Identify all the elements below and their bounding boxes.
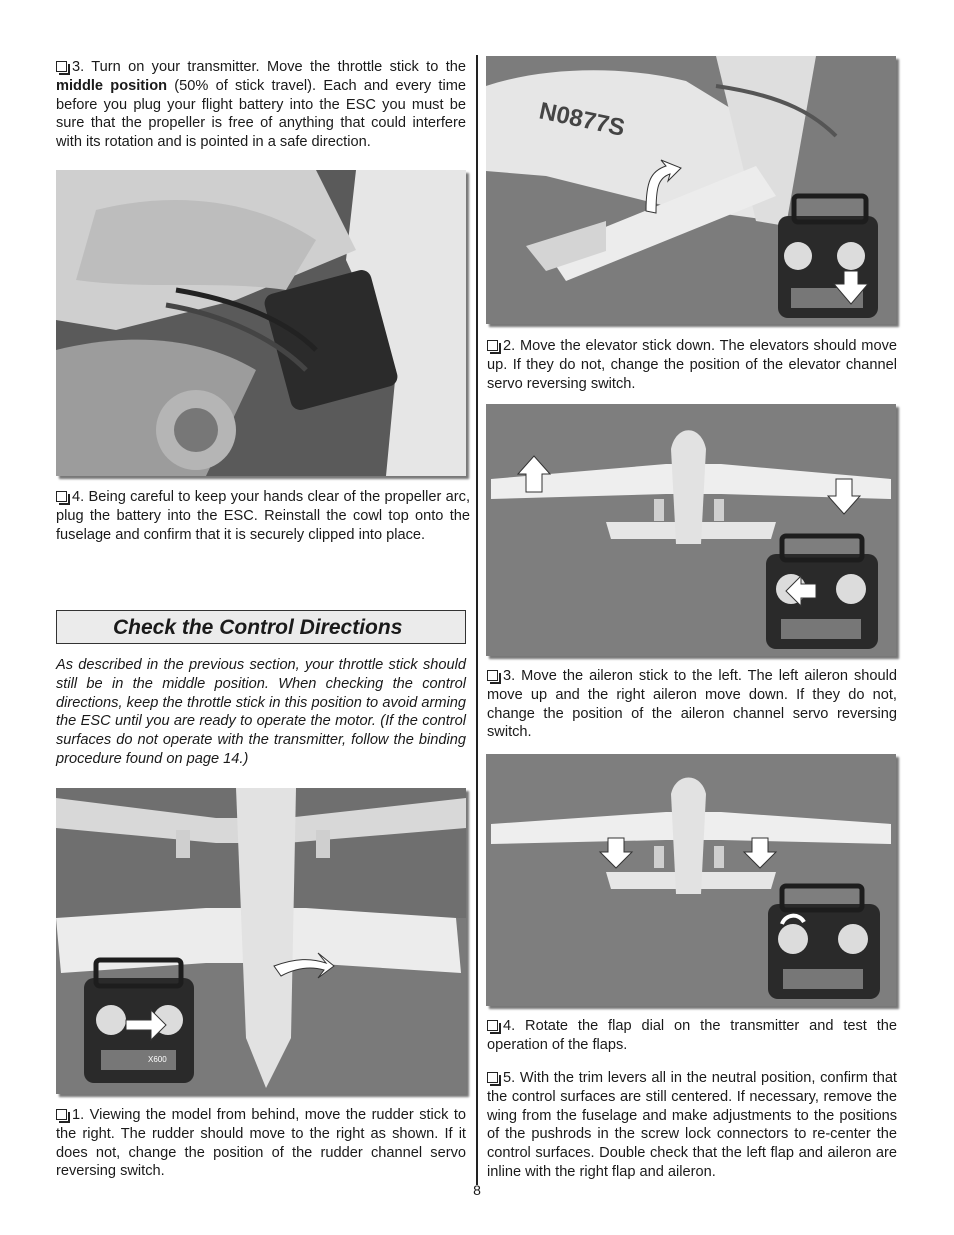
check5-text: 5. With the trim levers all in the neutral position, confirm that the control surfaces are still centered. If necessary, remove the wing from the fuselage and make adjustments to the positions of the pushrods in the screw lock connectors to re-center the control surfaces. Double check that the left flap and aileron are inline with the right flap and aileron. [487,1070,897,1180]
page-number: 8 [473,1182,481,1198]
check1-text: 1. Viewing the model from behind, move the rudder stick to the right. The rudder should move to the right as shown. If it does not, change the position of the rudder channel servo reversing switch. [56,1107,466,1180]
check2-text: 2. Move the elevator stick down. The elevators should move up. If they do not, change the position of the elevator channel servo reversing switch. [487,338,897,392]
photo-elevator-check [486,56,896,324]
photo-flap-check [486,754,896,1006]
section-intro: As described in the previous section, your throttle stick should still be in the middle position. When checking the control directions, keep the throttle stick in this position to avoid arming the ESC until you are ready to operate the motor. (If the control surfaces do not operate with the transmitter, follow the binding procedure found on page 14.) [56,657,466,767]
checkbox-icon[interactable] [487,670,498,681]
check4-text: 4. Rotate the flap dial on the transmitter and test the operation of the flaps. [487,1018,897,1053]
checkbox-icon[interactable] [56,61,67,72]
transmitter-model-label: X600 [148,1055,167,1064]
checkbox-icon[interactable] [487,1072,498,1083]
tail-registration: N0877S [536,97,628,142]
section-title-box [56,610,466,644]
step4-text: 4. Being careful to keep your hands clear of the propeller arc, plug the battery into the ESC. Reinstall the cowl top onto the fuselage and confirm that it is securely clipped into place. [56,489,470,543]
step3-text: 3. Turn on your transmitter. Move the throttle stick to the middle position (50% of stick travel). Each and every time before you plug your flight battery into the ESC you must be sure that the propeller is free of anything that could interfere with its rotation and is pointed in a safe direction. [56,59,466,151]
section-title: Check the Control Directions [113,616,403,639]
checkbox-icon[interactable] [487,1020,498,1031]
checkbox-icon[interactable] [56,1109,67,1120]
column-divider [476,55,478,1185]
check3-text: 3. Move the aileron stick to the left. The left aileron should move up and the right aileron move down. If they do not, change the position of the aileron channel servo reversing switch. [487,668,897,741]
checkbox-icon[interactable] [487,340,498,351]
checkbox-icon[interactable] [56,491,67,502]
photo-battery-plug [56,170,466,476]
photo-rudder-check [56,788,466,1094]
transmitter-graphic [84,960,194,1083]
photo-aileron-check [486,404,896,656]
